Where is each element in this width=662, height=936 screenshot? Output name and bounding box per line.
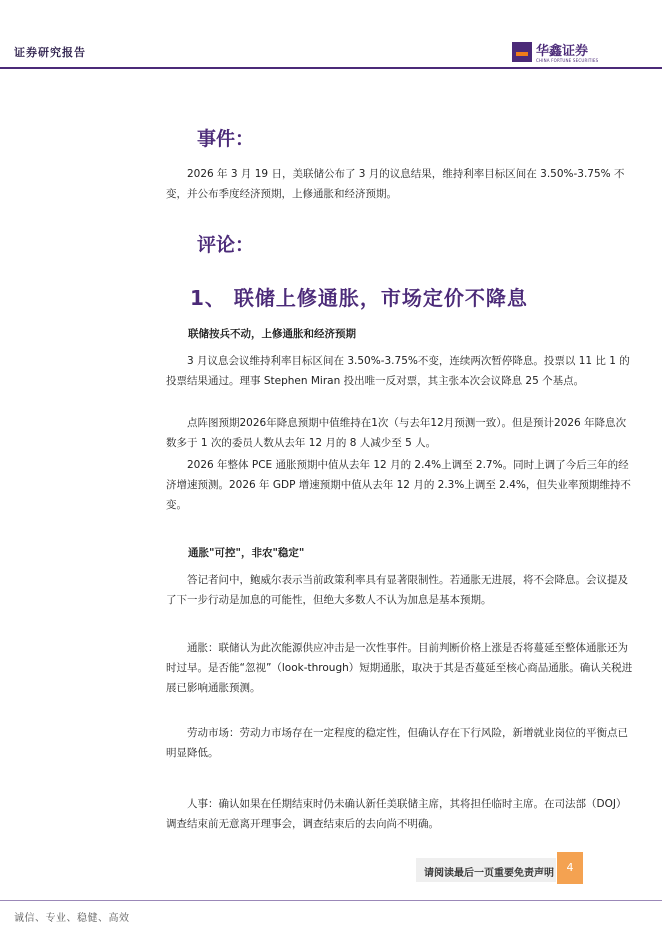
paragraph-inflation: 通胀：联储认为此次能源供应冲击是一次性事件。目前判断价格上涨是否将蔓延至整体通胀还为时过早。是否能“忽视”（look-through）短期通胀，取决于其是否蔓延至核心商品通胀。确认关税进展已影响通胀预测。	[166, 642, 633, 694]
section1-heading: 1、 联储上修通胀，市场定价不降息	[190, 286, 528, 310]
disclaimer-note: 请阅读最后一页重要免责声明	[424, 868, 554, 879]
logo-mark-icon	[512, 42, 532, 62]
paragraph-press-conference: 答记者问中，鲍威尔表示当前政策利率具有显著限制性。若通胀无进展，将不会降息。会议提及了下一步行动是加息的可能性，但绝大多数人不认为加息是基本预期。	[166, 574, 628, 606]
paragraph-dot-plot: 点阵图预期2026年降息预期中值维持在1次（与去年12月预测一致）。但是预计2026 年降息次数多于 1 次的委员人数从去年 12 月的 8 人减少至 5 人。	[166, 417, 627, 449]
comment-heading: 评论：	[197, 234, 255, 256]
paragraph-meeting-result: 3 月议息会议维持利率目标区间在 3.50%-3.75%不变，连续两次暂停降息。投票以 11 比 1 的投票结果通过。理事 Stephen Miran 投出唯一反对票，其主张本次会议降息 25 个基点。	[166, 355, 630, 387]
header-report-label: 证券研究报告	[14, 46, 86, 59]
company-logo	[512, 40, 608, 66]
page-number: 4	[557, 852, 583, 884]
subheading-inflation-payrolls: 通胀"可控"，非农"稳定"	[188, 547, 305, 559]
logo-brand-name: 华鑫证券	[536, 44, 589, 59]
subheading-hold-rates: 联储按兵不动，上修通胀和经济预期	[188, 328, 356, 340]
logo-brand-sub: CHINA FORTUNE SECURITIES	[536, 58, 599, 63]
footer-divider	[0, 900, 662, 901]
event-heading: 事件：	[197, 128, 255, 150]
paragraph-labor-market: 劳动市场：劳动力市场存在一定程度的稳定性，但确认存在下行风险，新增就业岗位的平衡点已明显降低。	[166, 727, 628, 759]
footer-motto: 诚信、专业、稳健、高效	[14, 913, 130, 924]
event-paragraph: 2026 年 3 月 19 日，美联储公布了 3 月的议息结果，维持利率目标区间在 3.50%-3.75% 不变，并公布季度经济预期，上修通胀和经济预期。	[166, 168, 625, 200]
paragraph-personnel: 人事：确认如果在任期结束时仍未确认新任美联储主席，其将担任临时主席。在司法部（DOJ）调查结束前无意离开理事会，调查结束后的去向尚不明确。	[166, 798, 627, 830]
header-divider	[0, 67, 662, 69]
paragraph-pce-gdp: 2026 年整体 PCE 通胀预期中值从去年 12 月的 2.4%上调至 2.7%。同时上调了今后三年的经济增速预测。2026 年 GDP 增速预期中值从去年 12 月的 2.3%上调至 2.4%，但失业率预期维持不变。	[166, 459, 631, 511]
